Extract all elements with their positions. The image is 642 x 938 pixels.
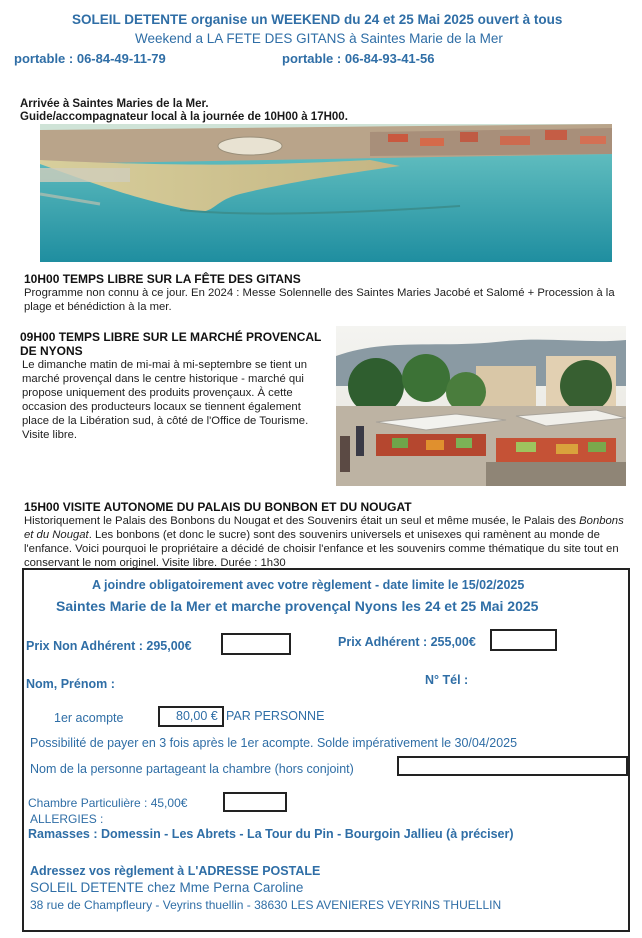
price-non-member-label: Prix Non Adhérent : 295,00€ <box>26 639 192 653</box>
form-trip-title: Saintes Marie de la Mer et marche provençal Nyons les 24 et 25 Mai 2025 <box>56 598 539 614</box>
roommate-box[interactable] <box>397 756 628 776</box>
arrival-line-1: Arrivée à Saintes Maries de la Mer. <box>20 98 209 110</box>
deposit-suffix: PAR PERSONNE <box>226 709 325 723</box>
price-member-label: Prix Adhérent : 255,00€ <box>338 635 476 649</box>
payment-note: Possibilité de payer en 3 fois après le 1er acompte. Solde impérativement le 30/04/2025 <box>30 736 518 750</box>
section-nyons-title-line2: DE NYONS <box>20 344 83 358</box>
price-non-member-box[interactable] <box>221 633 291 655</box>
price-member-box[interactable] <box>490 629 557 651</box>
single-room-label: Chambre Particulière : 45,00€ <box>28 796 188 810</box>
coastal-aerial-photo <box>40 124 612 262</box>
address-street: 38 rue de Champfleury - Veyrins thuellin - 38630 LES AVENIERES VEYRINS THUELLIN <box>30 898 502 912</box>
phone-left: portable : 06-84-49-11-79 <box>14 51 166 66</box>
arrival-line-2: Guide/accompagnateur local à la journée de 10H00 à 17H00. <box>20 111 348 123</box>
address-title: Adressez vos règlement à L'ADRESSE POSTALE <box>30 864 321 878</box>
pickups-text: Ramasses : Domessin - Les Abrets - La Tour du Pin - Bourgoin Jallieu (à préciser) <box>28 827 514 841</box>
section-palais-title: 15H00 VISITE AUTONOME DU PALAIS DU BONBON ET DU NOUGAT <box>24 500 412 514</box>
roommate-label: Nom de la personne partageant la chambre (hors conjoint) <box>30 762 354 776</box>
section-nyons-title-line1: 09H00 TEMPS LIBRE SUR LE MARCHÉ PROVENCAL <box>20 330 322 344</box>
event-title: SOLEIL DETENTE organise un WEEKEND du 24 et 25 Mai 2025 ouvert à tous <box>72 12 563 27</box>
address-name: SOLEIL DETENTE chez Mme Perna Caroline <box>30 880 304 895</box>
section-nyons-text: Le dimanche matin de mi-mai à mi-septembre se tient un marché provençal dans le centre historique - marché qui propose uniquement des produits provençaux. À cette occasion des producteurs locaux se tiennent également place de la Libération sud, à côté de l'Office de Tourisme. Visite libre. <box>22 359 309 441</box>
phone-label: N° Tél : <box>425 673 469 687</box>
section-palais-text-a: Historiquement le Palais des Bonbons du Nougat et des Souvenirs était un seul et même musée, le Palais des <box>24 515 580 527</box>
section-palais-text <box>24 514 628 570</box>
deposit-label: 1er acompte <box>54 711 124 725</box>
section-palais-text-em: Bonbons et du Nougat <box>24 515 624 541</box>
form-notice: A joindre obligatoirement avec votre règlement - date limite le 15/02/2025 <box>92 578 525 592</box>
section-gitans-text: Programme non connu à ce jour. En 2024 : Messe Solennelle des Saintes Maries Jacobé et Salomé + Procession à la plage et bénédiction à la mer. <box>24 287 615 313</box>
section-gitans-title: 10H00 TEMPS LIBRE SUR LA FÊTE DES GITANS <box>24 272 301 286</box>
section-palais-text-b: . Les bonbons (et donc le sucre) sont des souvenirs universels et unisexes qui ramènent au monde de l'enfance. Voici pourquoi le propriétaire a décidé de choisir l'enfance et les souvenirs comme thématique du site tout en conservant le nom originel. Visite libre. Durée : 1h30 <box>24 529 619 569</box>
market-photo <box>336 326 626 486</box>
allergies-label: ALLERGIES : <box>30 812 104 826</box>
event-subtitle: Weekend a LA FETE DES GITANS à Saintes Marie de la Mer <box>135 31 503 46</box>
phone-right: portable : 06-84-93-41-56 <box>282 51 435 66</box>
name-label: Nom, Prénom : <box>26 677 115 691</box>
deposit-value: 80,00 € <box>176 709 218 723</box>
single-room-box[interactable] <box>223 792 287 812</box>
